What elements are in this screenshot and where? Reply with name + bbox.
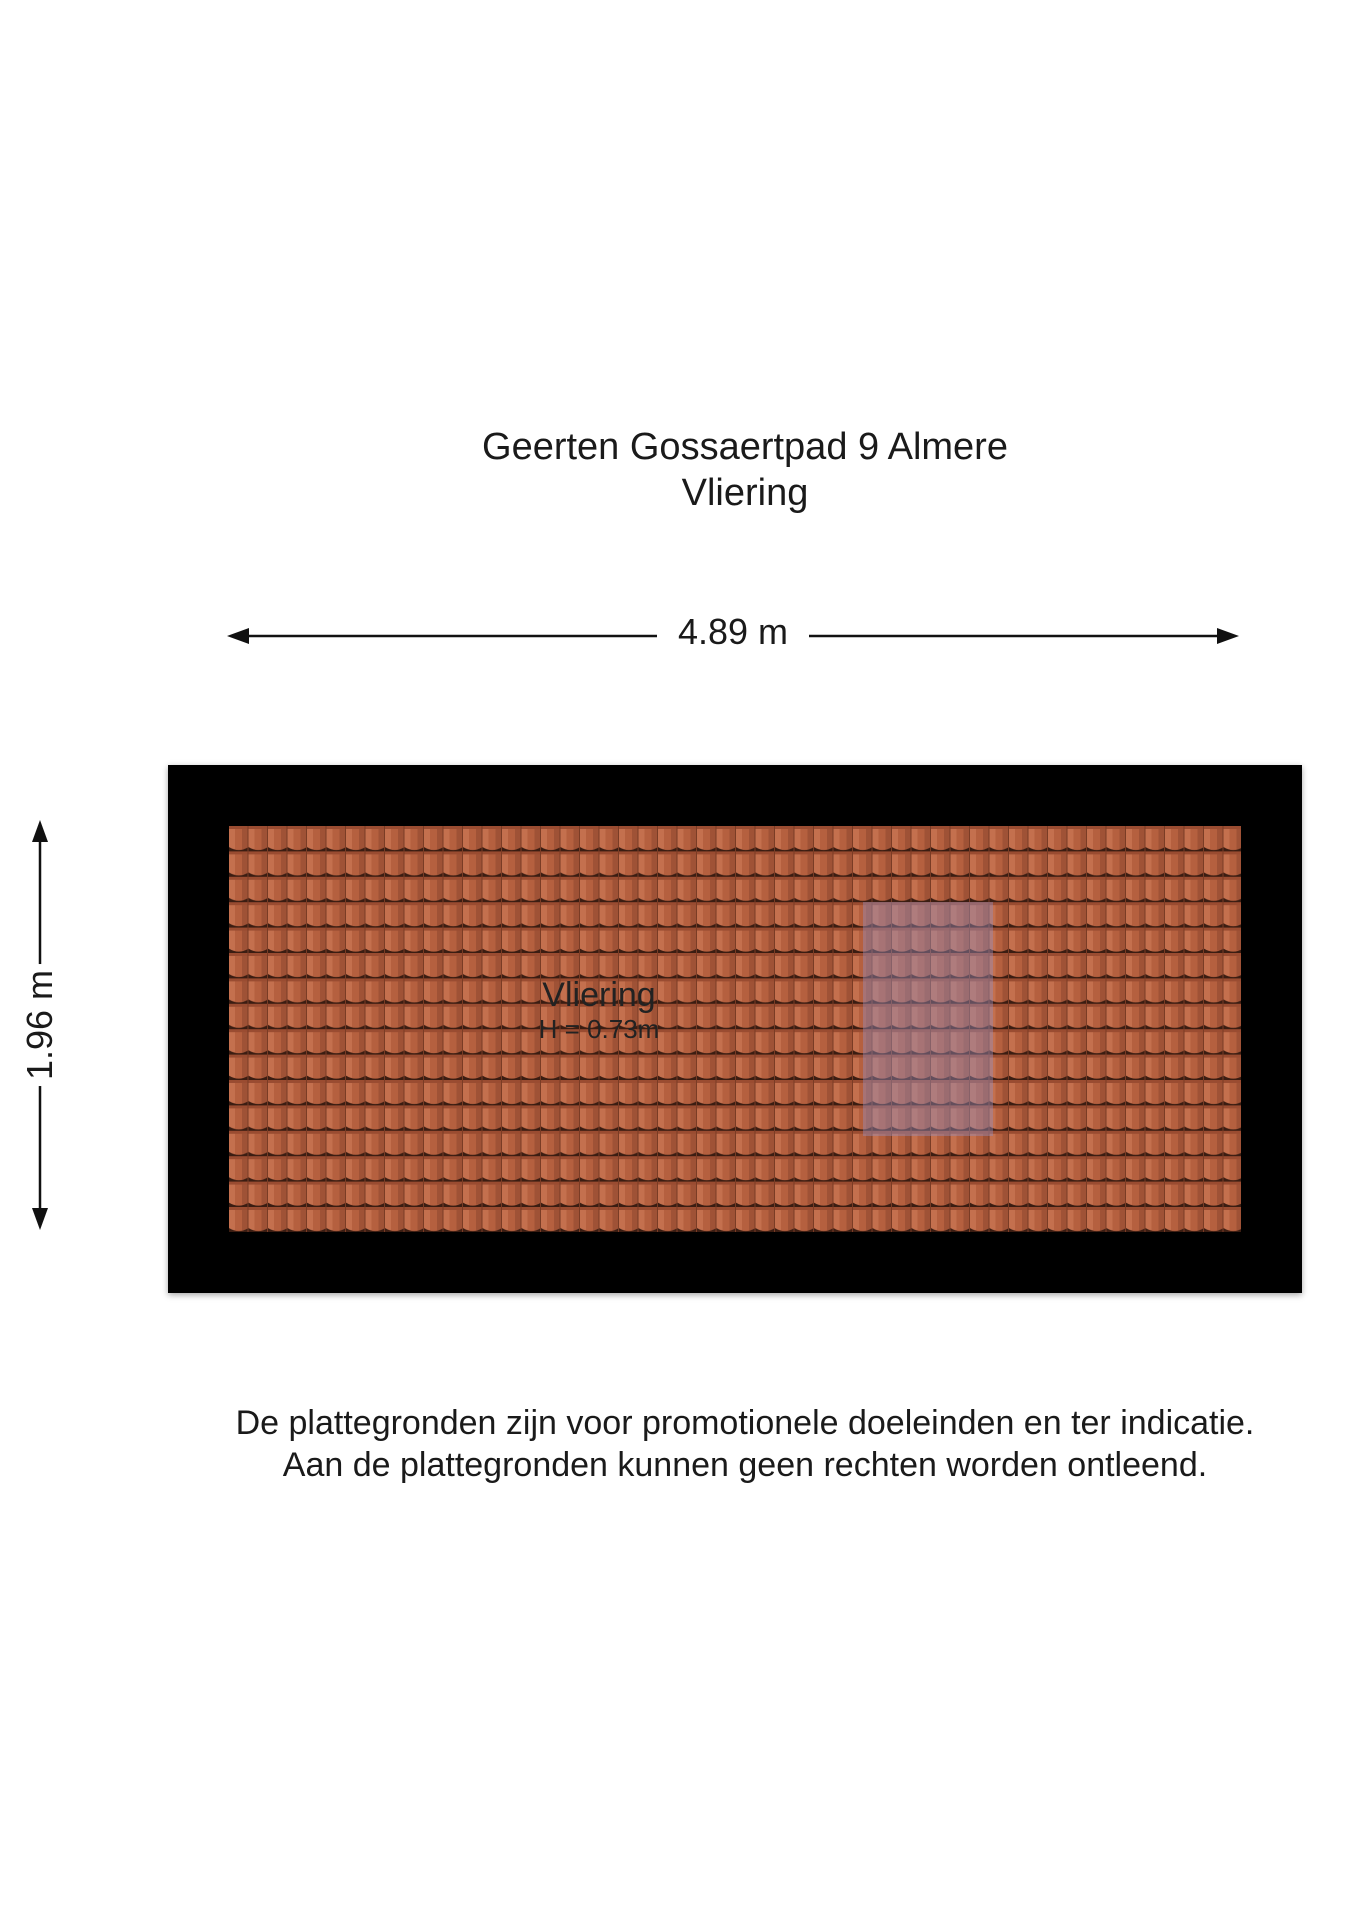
room-name: Vliering xyxy=(542,976,656,1014)
address-title: Geerten Gossaertpad 9 Almere xyxy=(482,426,1008,468)
depth-label: 1.96 m xyxy=(20,964,60,1086)
width-dimension xyxy=(227,612,1239,652)
floor-plan xyxy=(168,765,1302,1293)
width-label: 4.89 m xyxy=(677,611,789,652)
roof-tiles-area xyxy=(229,826,1241,1232)
disclaimer xyxy=(0,1402,1358,1486)
room-height: H = 0.73m xyxy=(538,1014,660,1044)
depth-dimension xyxy=(20,820,60,1230)
floor-name: Vliering xyxy=(681,472,809,514)
plan-title xyxy=(0,424,1358,516)
disclaimer-line-2: Aan de plattegronden kunnen geen rechten worden ontleend. xyxy=(282,1446,1208,1484)
disclaimer-line-1: De plattegronden zijn voor promotionele doeleinden en ter indicatie. xyxy=(235,1404,1255,1442)
room-label xyxy=(479,976,719,1044)
roof-hatch xyxy=(863,902,993,1136)
roof-tile-pattern xyxy=(229,826,1241,1232)
